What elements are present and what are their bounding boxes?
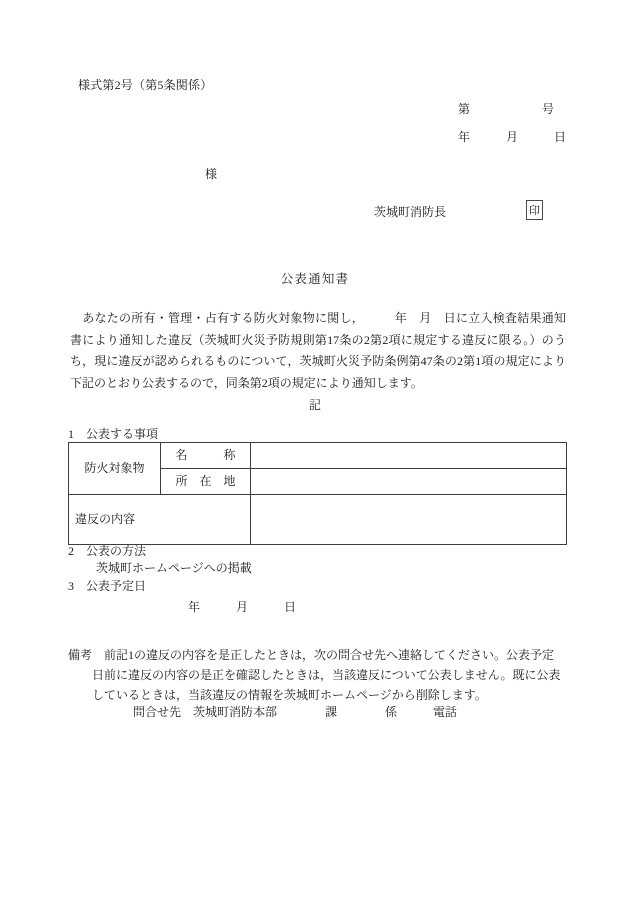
form-id-label: 様式第2号（第5条関係）	[78, 78, 213, 92]
document-meta-block	[330, 100, 567, 155]
violation-value-cell[interactable]	[251, 495, 567, 545]
remarks-line-1: 備考 前記1の違反の内容を是正したときは，次の問合せ先へ連絡してください。公表予定	[68, 648, 555, 662]
remarks-line-3: しているときは，当該違反の情報を茨城町ホームページから削除します。	[92, 688, 487, 702]
remarks-line-2: 日前に違反の内容の是正を確認したときは，当該違反について公表しません。既に公表	[92, 668, 561, 682]
item-2-label: 2 公表の方法	[68, 544, 147, 558]
address-header-cell: 所 在 地	[161, 469, 251, 495]
item-3-label: 3 公表予定日	[68, 579, 147, 593]
table-row	[69, 495, 567, 545]
addressee-line: 様	[205, 167, 218, 181]
contact-info-line: 問合せ先 茨城町消防本部 課 係 電話	[133, 705, 458, 719]
document-date-line: 年 月 日	[458, 129, 567, 144]
item-2-value: 茨城町ホームページへの掲載	[96, 561, 252, 575]
item-1-label: 1 公表する事項	[68, 427, 159, 441]
disclosure-table-wrapper	[68, 442, 567, 545]
item-3-date-line: 年 月 日	[188, 600, 297, 614]
body-paragraph-block	[70, 308, 566, 394]
table-row	[69, 443, 567, 469]
subject-header-cell: 防火対象物	[69, 443, 161, 495]
document-number-line: 第 号	[458, 102, 555, 116]
issuer-name: 茨城町消防長	[374, 205, 447, 219]
remarks-block	[68, 645, 568, 705]
disclosure-table	[68, 442, 567, 545]
document-title: 公表通知書	[280, 272, 350, 286]
name-value-cell[interactable]	[251, 443, 567, 469]
violation-header-cell: 違反の内容	[69, 495, 251, 545]
ki-marker: 記	[308, 398, 321, 412]
name-header-cell: 名 称	[161, 443, 251, 469]
body-paragraph: あなたの所有・管理・占有する防火対象物に関し， 年 月 日に立入検査結果通知書により通知した違反（茨城町火災予防規則第17条の2第2項に規定する違反に限る。）のうち，現に違反が認められるものについて，茨城町火災予防条例第47条の2第1項の規定により下記のとおり公表するので，同条第2項の規定により通知します。	[70, 311, 566, 390]
address-value-cell[interactable]	[251, 469, 567, 495]
seal-stamp-box: 印	[526, 200, 543, 220]
